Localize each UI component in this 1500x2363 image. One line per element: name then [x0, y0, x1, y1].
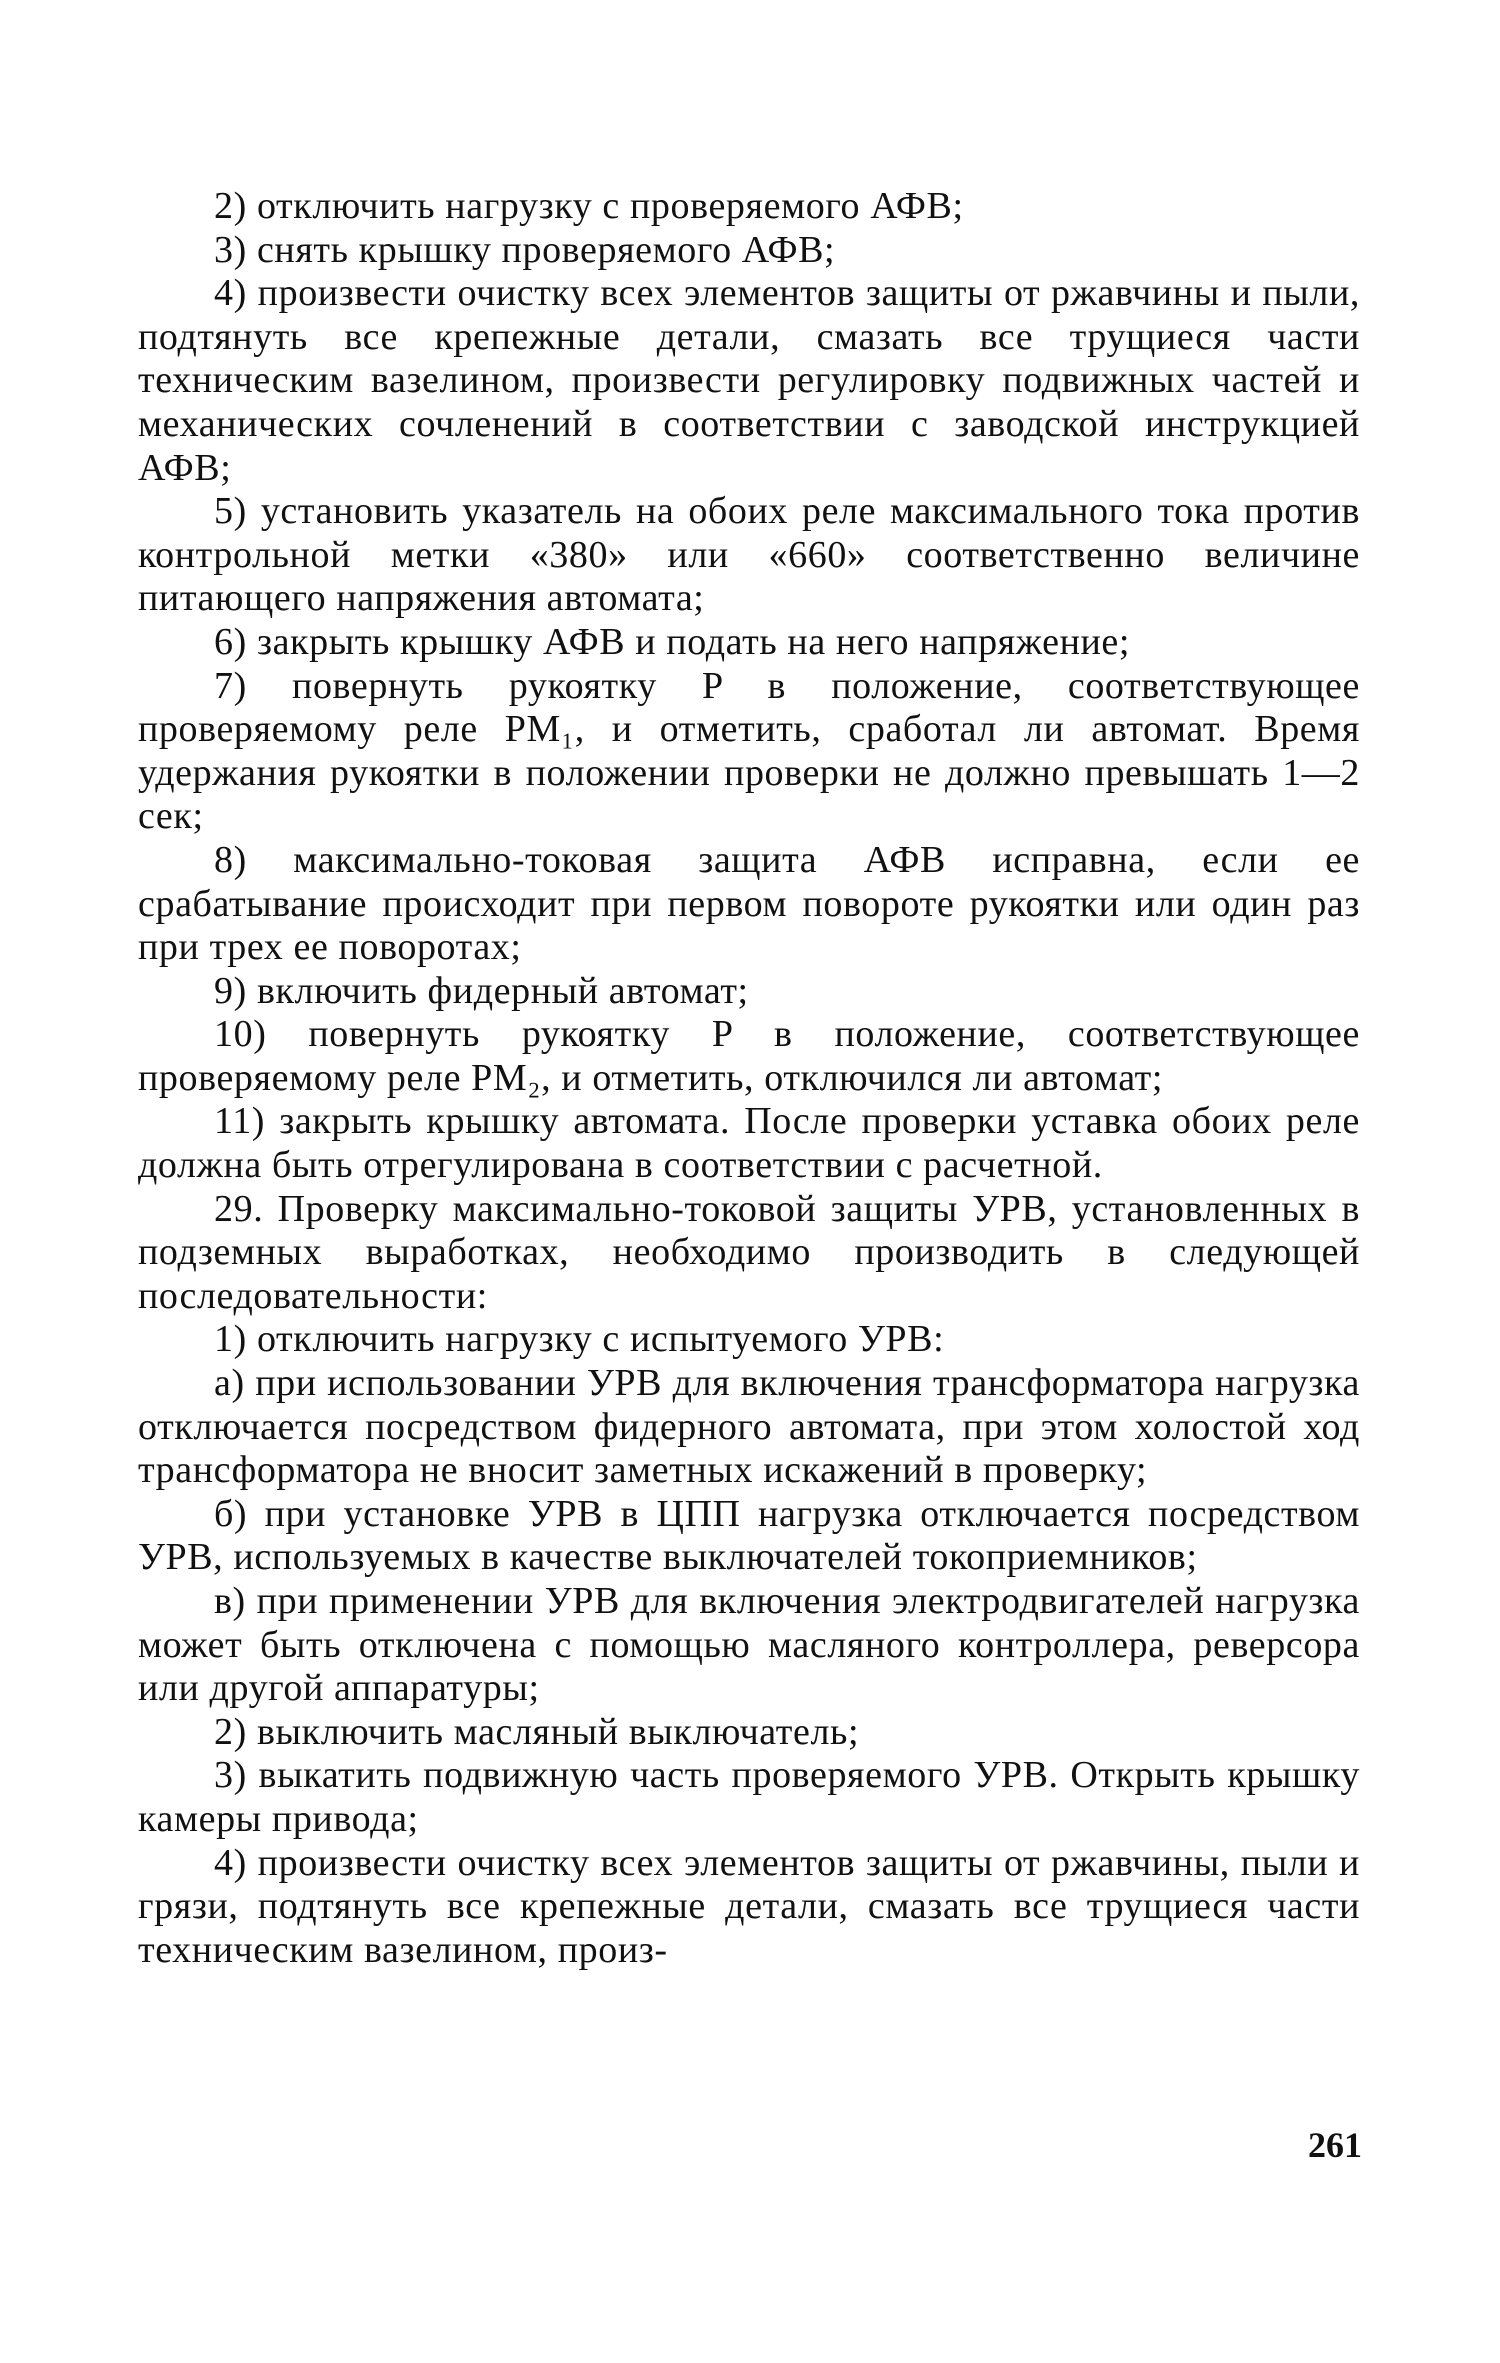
paragraph-section-29: 29. Проверку максимально-токовой защиты УРВ, установленных в подземных выработках, необходимо производить в следующей последовательности: — [138, 1187, 1360, 1317]
paragraph-item-6: 6) закрыть крышку АФВ и подать на него напряжение; — [214, 620, 1131, 663]
paragraph-item-7: 7) повернуть рукоятку P в положение, соответствующее проверяемому реле PM₁, и отметить, сработал ли автомат. Время удержания рукоятки в положении проверки не должно превышать 1—2 сек; — [138, 664, 1360, 838]
page-body — [138, 185, 1360, 1972]
page-number: 261 — [1308, 2125, 1362, 2165]
paragraph-sub-a: а) при использовании УРВ для включения трансформатора нагрузка отключается посредством фидерного автомата, при этом холостой ход трансформатора не вносит заметных искажений в проверку; — [138, 1362, 1360, 1492]
paragraph-item-9: 9) включить фидерный автомат; — [214, 969, 749, 1012]
paragraph-step-2: 2) выключить масляный выключатель; — [214, 1710, 860, 1753]
paragraph-sub-b: б) при установке УРВ в ЦПП нагрузка отключается посредством УРВ, используемых в качестве выключателей токоприемников; — [138, 1492, 1360, 1579]
paragraph-step-4: 4) произвести очистку всех элементов защиты от ржавчины, пыли и грязи, подтянуть все крепежные детали, смазать все трущиеся части техническим вазелином, произ- — [138, 1841, 1360, 1971]
paragraph-item-3: 3) снять крышку проверяемого АФВ; — [214, 228, 836, 271]
paragraph-item-8: 8) максимально-токовая защита АФВ исправна, если ее срабатывание происходит при первом повороте рукоятки или один раз при трех ее поворотах; — [138, 838, 1360, 969]
paragraph-item-4: 4) произвести очистку всех элементов защиты от ржавчины и пыли, подтянуть все крепежные детали, смазать все трущиеся части техническим вазелином, произвести регулировку подвижных частей и механических сочленений в соответствии с заводской инструкцией АФВ; — [138, 272, 1360, 489]
paragraph-item-10: 10) повернуть рукоятку P в положение, соответствующее проверяемому реле PM₂, и отметить, отключился ли автомат; — [138, 1013, 1360, 1099]
paragraph-step-1: 1) отключить нагрузку с испытуемого УРВ: — [214, 1318, 945, 1361]
paragraph-item-2: 2) отключить нагрузку с проверяемого АФВ; — [214, 185, 964, 227]
paragraph-item-5: 5) установить указатель на обоих реле максимального тока против контрольной метки «380» или «660» соответственно величине питающего напряжения автомата; — [138, 490, 1360, 620]
paragraph-step-3: 3) выкатить подвижную часть проверяемого УРВ. Открыть крышку камеры привода; — [138, 1754, 1360, 1840]
paragraph-sub-v: в) при применении УРВ для включения электродвигателей нагрузка может быть отключена с помощью масляного контроллера, реверсора или другой аппаратуры; — [138, 1580, 1360, 1710]
paragraph-item-11: 11) закрыть крышку автомата. После проверки уставка обоих реле должна быть отрегулирована в соответствии с расчетной. — [138, 1100, 1360, 1187]
